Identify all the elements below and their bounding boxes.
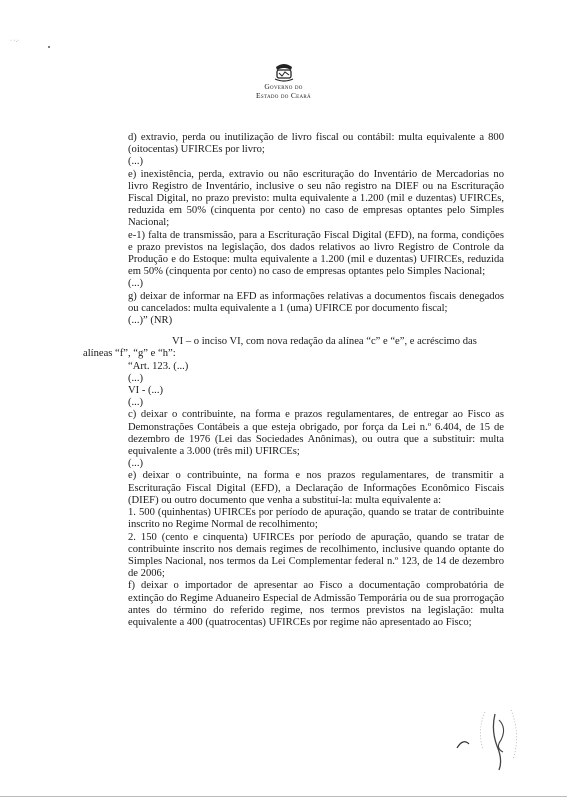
paragraph-e1: e-1) falta de transmissão, para a Escrituração Fiscal Digital (EFD), na forma, condições e prazo previstos na legislação, dos dados relativos ao livro Registro de Controle da Produção e do Estoque: multa equivalente a 1.200 (mil e duzentas) UFIRCEs, reduzida em 50% (cinquenta por cento) no caso de empresas optantes pelo Simples Nacional; [128,229,504,278]
ellipsis: (...) [128,458,144,470]
page-edge [0,796,567,797]
paragraph-e-new: e) deixar o contribuinte, na forma e nos prazos regulamentares, de transmitir a Escrituração Fiscal Digital (EFD), a Declaração de Informações Econômico Fiscais (DIEF) ou outro documento que venha a substituí-la: multa equivalente a: [128,470,504,506]
paragraph-c: c) deixar o contribuinte, na forma e prazos regulamentares, de entregar ao Fisco as Demonstrações Contábeis a que esteja obrigado, por força da Lei n.º 6.404, de 15 de dezembro de 1976 (Lei das Sociedades Anônimas), ou outra que a substituir: multa equivalente a 3.000 (três mil) UFIRCEs; [128,409,504,458]
paragraph-d: d) extravio, perda ou inutilização de livro fiscal ou contábil: multa equivalente a 800 (oitocentas) UFIRCEs por livro; [128,132,504,156]
ellipsis: (...) [128,372,144,384]
article-heading: “Art. 123. (...) [128,360,189,372]
paragraph-g: g) deixar de informar na EFD as informações relativas a documentos fiscais denegados ou cancelados: multa equivalente a 1 (uma) UFIRCE por documento fiscal; [128,290,504,314]
paragraph-f: f) deixar o importador de apresentar ao Fisco a documentação comprobatória de extinção do Regime Aduaneiro Especial de Admissão Temporária ou de sua prorrogação antes do término do referido regime, nos termos previstos na legislação: multa equivalente a 400 (quatrocentas) UFIRCEs por regime não apresentado ao Fisco; [128,580,504,628]
item-vi-heading: VI - (...) [128,385,164,397]
letterhead-line-1: Governo do [264,82,303,91]
ellipsis: (...) [128,278,144,290]
item-vi-intro: VI – o inciso VI, com nova redação da alínea “c” e “e”, e acréscimo das [172,336,477,348]
letterhead [0,62,567,100]
item-vi-intro-cont: alíneas “f”, “g” e “h”: [83,348,176,360]
signature-stamp [455,700,525,780]
ellipsis: (...) [128,397,144,409]
scan-mark: · ·.· [10,38,19,44]
subitem-1: 1. 500 (quinhentas) UFIRCEs por período de apuração, quando se tratar de contribuinte inscrito no Regime Normal de recolhimento; [128,507,504,531]
closing-nr: (...)” (NR) [128,315,173,327]
paragraph-e: e) inexistência, perda, extravio ou não escrituração do Inventário de Mercadorias no livro Registro de Inventário, inclusive o seu não registro na DIEF ou na Escrituração Fiscal Digital, no prazo previsto: multa equivalente a 1.200 (mil e duzentas) UFIRCEs, reduzida em 50% (cinquenta por cento) no caso de empresas optantes pelo Simples Nacional; [128,168,504,229]
letterhead-line-2: Estado do Ceará [256,91,311,100]
subitem-2: 2. 150 (cento e cinquenta) UFIRCEs por período de apuração, quando se tratar de contribuinte inscrito nos demais regimes de recolhimento, inclusive quando optante do Simples Nacional, nos termos da Lei Complementar federal n.º 123, de 14 de dezembro de 2006; [128,531,504,580]
document-body [83,132,504,629]
state-crest-icon [273,62,295,82]
ellipsis: (...) [128,156,144,168]
scan-dot [48,46,50,48]
